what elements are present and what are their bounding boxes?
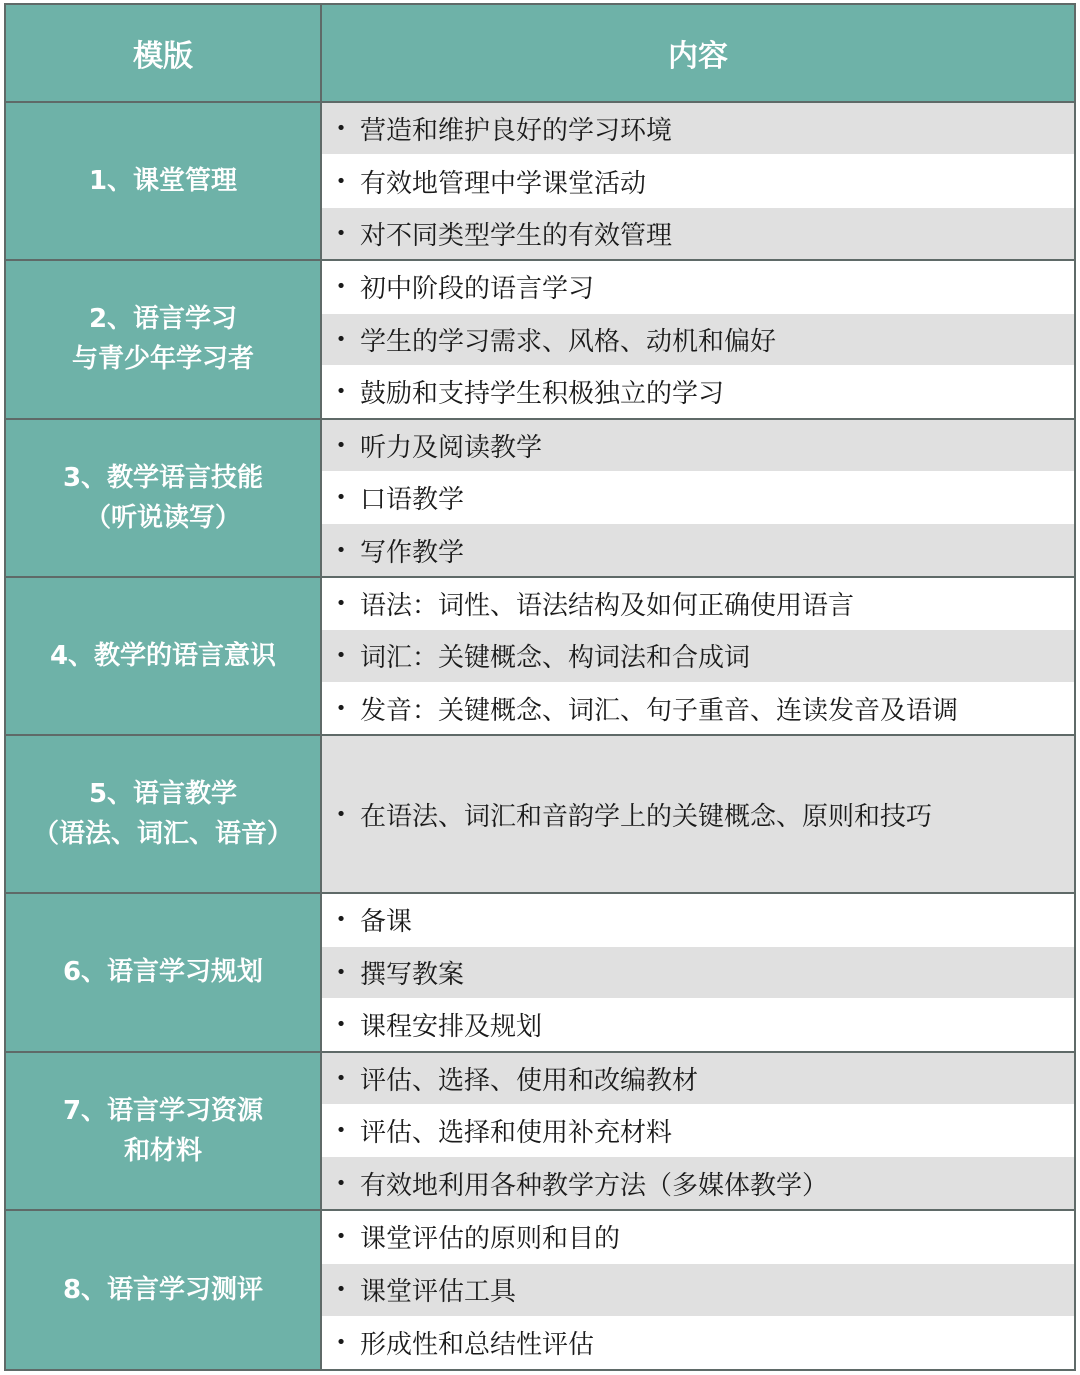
list-item <box>322 578 1074 630</box>
module-cell <box>6 578 322 736</box>
list-item-text: 形成性和总结性评估 <box>360 1330 595 1361</box>
module-label: 8、语言学习测评 <box>62 1274 264 1305</box>
bullet-icon: • <box>335 909 347 931</box>
list-item <box>322 314 1074 366</box>
list-item <box>322 1264 1074 1317</box>
module-cell <box>6 420 322 578</box>
content-cell <box>322 1211 1074 1369</box>
module-label: 4、教学的语言意识 <box>49 640 277 671</box>
list-item-text: 口语教学 <box>360 485 465 516</box>
list-item <box>322 1053 1074 1105</box>
content-cell <box>322 894 1074 1052</box>
list-item-text: 在语法、词汇和音韵学上的关键概念、原则和技巧 <box>360 801 933 832</box>
list-item-text: 初中阶段的语言学习 <box>360 274 595 305</box>
list-item <box>322 736 1074 892</box>
module-label: 7、语言学习资源 <box>62 1095 264 1126</box>
bullet-icon: • <box>335 434 347 456</box>
list-item <box>322 894 1074 946</box>
bullet-icon: • <box>335 697 347 719</box>
list-item-text: 语法：词性、语法结构及如何正确使用语言 <box>360 590 855 621</box>
list-item-text: 学生的学习需求、风格、动机和偏好 <box>360 326 777 357</box>
module-cell <box>6 103 322 261</box>
module-label: 1、课堂管理 <box>88 166 238 197</box>
bullet-icon: • <box>335 223 347 245</box>
bullet-icon: • <box>335 1279 347 1301</box>
list-item-text: 评估、选择、使用和改编教材 <box>360 1065 699 1096</box>
list-item <box>322 155 1074 207</box>
list-item-text: 有效地利用各种教学方法（多媒体教学） <box>360 1170 829 1201</box>
bullet-icon: • <box>335 592 347 614</box>
bullet-icon: • <box>335 1014 347 1036</box>
content-cell <box>322 578 1074 736</box>
list-item <box>322 524 1074 575</box>
list-item <box>322 947 1074 999</box>
content-cell <box>322 261 1074 419</box>
list-item-text: 课堂评估工具 <box>360 1277 517 1308</box>
content-cell <box>322 736 1074 894</box>
list-item-text: 课堂评估的原则和目的 <box>360 1224 621 1255</box>
bullet-icon: • <box>335 276 347 298</box>
list-item <box>322 472 1074 524</box>
module-label: 和材料 <box>123 1135 202 1166</box>
list-item-text: 课程安排及规划 <box>360 1012 543 1043</box>
content-cell <box>322 103 1074 261</box>
content-cell <box>322 420 1074 578</box>
content-cell <box>322 1053 1074 1211</box>
list-item-text: 营造和维护良好的学习环境 <box>360 116 673 147</box>
module-cell <box>6 1053 322 1211</box>
bullet-icon: • <box>335 1120 347 1142</box>
list-item-text: 备课 <box>360 907 413 938</box>
list-item <box>322 366 1074 417</box>
module-cell <box>6 894 322 1052</box>
list-item <box>322 1211 1074 1264</box>
list-item <box>322 999 1074 1050</box>
list-item-text: 写作教学 <box>360 537 465 568</box>
bullet-icon: • <box>335 170 347 192</box>
module-label: 3、教学语言技能 <box>62 462 264 493</box>
list-item-text: 对不同类型学生的有效管理 <box>360 221 673 252</box>
bullet-icon: • <box>335 487 347 509</box>
list-item-text: 发音：关键概念、词汇、句子重音、连读发音及语调 <box>360 695 959 726</box>
header-module: 模版 <box>6 5 322 103</box>
bullet-icon: • <box>335 328 347 350</box>
module-cell <box>6 261 322 419</box>
bullet-icon: • <box>335 381 347 403</box>
bullet-icon: • <box>335 118 347 140</box>
bullet-icon: • <box>335 961 347 983</box>
list-item-text: 撰写教案 <box>360 959 465 990</box>
list-item <box>322 103 1074 155</box>
header-content: 内容 <box>322 5 1074 103</box>
bullet-icon: • <box>335 1067 347 1089</box>
list-item <box>322 1157 1074 1208</box>
list-item-text: 听力及阅读教学 <box>360 432 543 463</box>
bullet-icon: • <box>335 1332 347 1354</box>
module-content-table <box>4 3 1076 1371</box>
list-item <box>322 1317 1074 1369</box>
list-item-text: 鼓励和支持学生积极独立的学习 <box>360 379 725 410</box>
bullet-icon: • <box>335 1226 347 1248</box>
module-label: 6、语言学习规划 <box>62 957 264 988</box>
list-item <box>322 683 1074 734</box>
list-item-text: 评估、选择和使用补充材料 <box>360 1118 673 1149</box>
bullet-icon: • <box>335 1172 347 1194</box>
module-label: 5、语言教学 <box>88 779 238 810</box>
list-item-text: 词汇：关键概念、构词法和合成词 <box>360 643 751 674</box>
module-label: （听说读写） <box>84 502 241 533</box>
list-item-text: 有效地管理中学课堂活动 <box>360 168 647 199</box>
module-label: 2、语言学习 <box>88 304 238 335</box>
bullet-icon: • <box>335 539 347 561</box>
module-cell <box>6 1211 322 1369</box>
module-label: （语法、词汇、语音） <box>32 819 293 850</box>
module-cell <box>6 736 322 894</box>
list-item <box>322 208 1074 259</box>
list-item <box>322 261 1074 313</box>
bullet-icon: • <box>335 803 347 825</box>
list-item <box>322 1105 1074 1157</box>
list-item <box>322 630 1074 682</box>
list-item <box>322 420 1074 472</box>
module-label: 与青少年学习者 <box>71 344 254 375</box>
bullet-icon: • <box>335 645 347 667</box>
